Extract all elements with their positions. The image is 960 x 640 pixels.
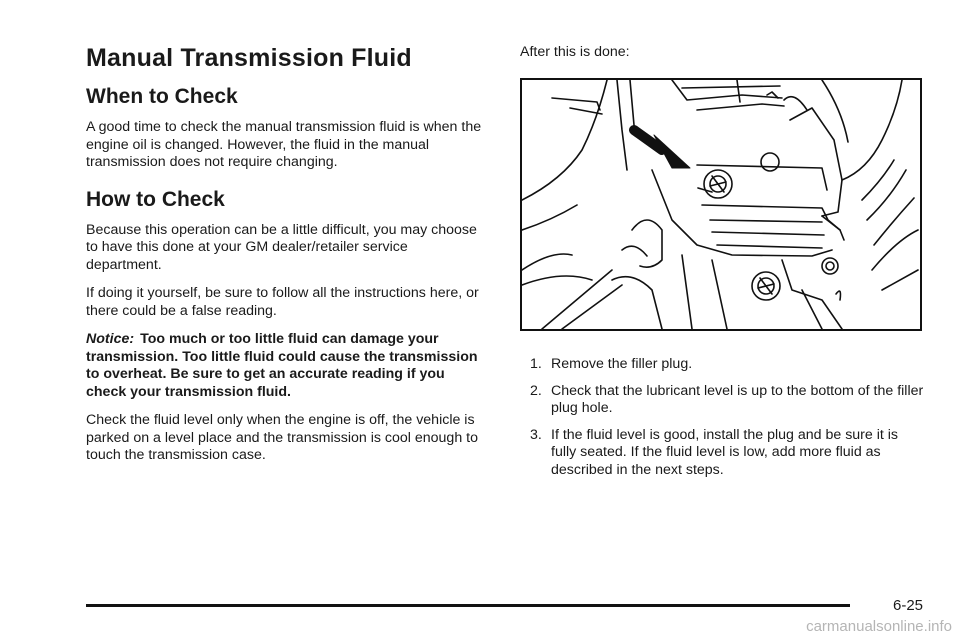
transmission-figure <box>520 78 922 331</box>
list-item <box>520 356 924 374</box>
section-heading-how-to-check: How to Check <box>86 187 225 211</box>
step-number: 1. <box>530 356 542 372</box>
notice-label: Notice: <box>86 331 135 347</box>
list-item <box>520 383 924 418</box>
after-text: After this is done: <box>520 44 630 60</box>
steps-list <box>520 356 924 488</box>
paragraph-when-to-check: A good time to check the manual transmission fluid is when the engine oil is changed. However, the fluid in the manual transmission does not require changing. <box>86 119 482 170</box>
notice-block <box>86 331 486 401</box>
paragraph-instructions: If doing it yourself, be sure to follow all the instructions here, or there could be a false reading. <box>86 285 479 319</box>
step-text: If the fluid level is good, install the plug and be sure it is fully seated. If the fluid level is low, add more fluid as described in the next steps. <box>551 426 899 478</box>
notice-text: Too much or too little fluid can damage your transmission. Too little fluid could cause the transmission to overheat. Be sure to get an accurate reading if you check your transmission fluid. <box>86 331 478 400</box>
watermark: carmanualsonline.info <box>806 618 952 635</box>
footer-rule <box>86 604 850 607</box>
paragraph-check-conditions: Check the fluid level only when the engine is off, the vehicle is parked on a level place and the transmission is cool enough to touch the transmission case. <box>86 412 478 463</box>
page-number: 6-25 <box>893 597 924 614</box>
step-text: Check that the lubricant level is up to the bottom of the filler plug hole. <box>551 382 924 416</box>
right-column <box>520 44 930 73</box>
step-text: Remove the filler plug. <box>551 356 693 372</box>
page-title: Manual Transmission Fluid <box>86 44 412 72</box>
list-item <box>520 427 924 480</box>
section-heading-when-to-check: When to Check <box>86 85 238 108</box>
step-number: 2. <box>530 382 542 399</box>
step-number: 3. <box>530 426 542 443</box>
left-column <box>86 44 486 476</box>
transmission-filler-plug-illustration <box>522 80 920 329</box>
paragraph-dealer: Because this operation can be a little difficult, you may choose to have this done at your GM dealer/retailer service department. <box>86 221 477 273</box>
